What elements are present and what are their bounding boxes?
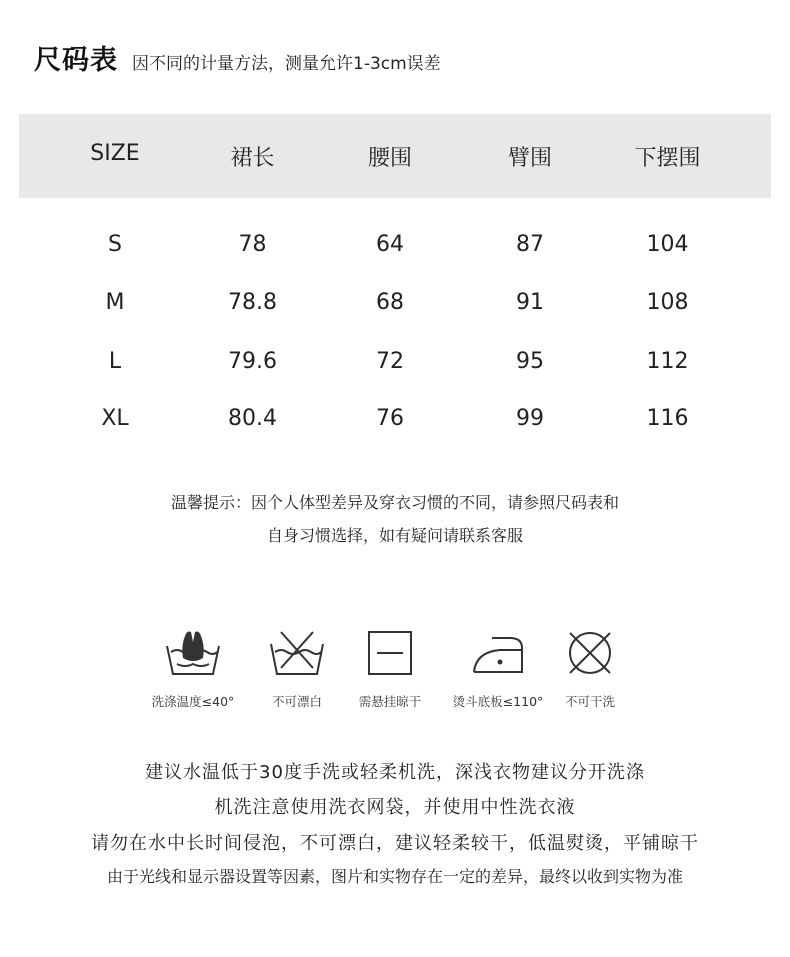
care-label: 不可干洗 [564, 694, 615, 709]
size-cell: M [105, 290, 125, 315]
size-cell: XL [101, 406, 129, 431]
column-header-waist: 腰围 [367, 146, 412, 171]
no-dry-clean-icon [560, 628, 620, 678]
column-header-size: SIZE [90, 141, 140, 166]
tip-line-2: 自身习惯选择，如有疑问请联系客服 [266, 526, 523, 545]
care-item-hang-dry [340, 628, 440, 710]
column-header-length: 裙长 [230, 146, 275, 171]
column-header-arm: 臂围 [507, 146, 552, 171]
hem-cell: 108 [646, 290, 689, 315]
waist-cell: 64 [376, 232, 404, 257]
care-label: 不可漂白 [271, 694, 322, 709]
size-table-header [19, 114, 771, 198]
size-cell: S [108, 232, 122, 257]
length-cell: 79.6 [228, 349, 277, 374]
hem-cell: 104 [646, 232, 689, 257]
column-header-hem: 下摆围 [634, 146, 701, 171]
care-label: 需悬挂晾干 [358, 694, 422, 709]
hem-cell: 116 [646, 406, 689, 431]
arm-cell: 87 [516, 232, 544, 257]
hang-dry-icon [360, 628, 420, 678]
care-item-no-dry-clean [540, 628, 640, 710]
care-item-hand-wash [143, 628, 243, 710]
header [34, 38, 441, 77]
care-note-line-2: 机洗注意使用洗衣网袋，并使用中性洗衣液 [214, 797, 576, 818]
length-cell: 80.4 [228, 406, 277, 431]
care-note-line-1: 建议水温低于30度手洗或轻柔机洗，深浅衣物建议分开洗涤 [145, 762, 645, 783]
table-row [0, 349, 790, 379]
waist-cell: 76 [376, 406, 404, 431]
page-title: 尺码表 [34, 45, 118, 76]
no-bleach-icon [267, 628, 327, 678]
care-label: 烫斗底板≤110° [452, 694, 544, 709]
hem-cell: 112 [646, 349, 689, 374]
waist-cell: 72 [376, 349, 404, 374]
arm-cell: 99 [516, 406, 544, 431]
hand-wash-icon [163, 628, 223, 678]
arm-cell: 91 [516, 290, 544, 315]
table-row [0, 232, 790, 262]
length-cell: 78.8 [228, 290, 277, 315]
size-cell: L [108, 349, 122, 374]
care-item-iron [443, 628, 553, 710]
tip-line-1: 温馨提示：因个人体型差异及穿衣习惯的不同，请参照尺码表和 [170, 493, 619, 512]
page-subtitle: 因不同的计量方法，测量允许1-3cm误差 [132, 54, 441, 74]
care-note-line-3: 请勿在水中长时间侵泡，不可漂白，建议轻柔较干，低温熨烫，平铺晾干 [91, 833, 699, 854]
care-item-no-bleach [247, 628, 347, 710]
arm-cell: 95 [516, 349, 544, 374]
table-row [0, 406, 790, 436]
waist-cell: 68 [376, 290, 404, 315]
care-label: 洗涤温度≤40° [151, 694, 235, 709]
iron-icon [466, 628, 530, 678]
table-row [0, 290, 790, 320]
disclaimer-line: 由于光线和显示器设置等因素，图片和实物存在一定的差异，最终以收到实物为准 [106, 867, 683, 886]
length-cell: 78 [238, 232, 267, 257]
